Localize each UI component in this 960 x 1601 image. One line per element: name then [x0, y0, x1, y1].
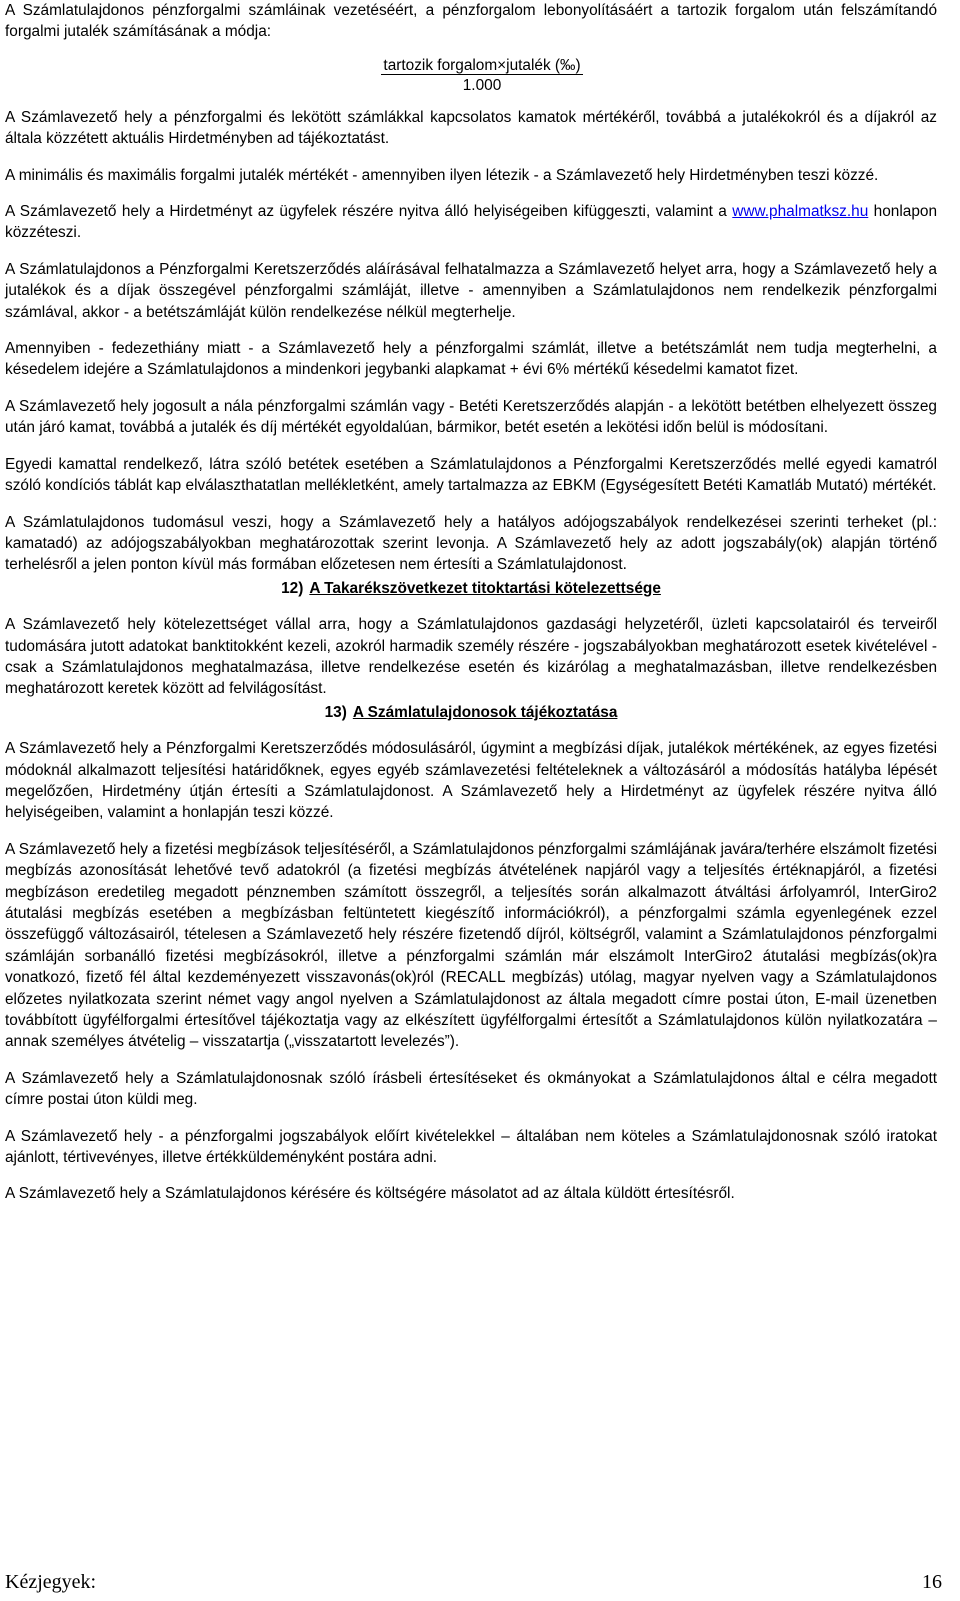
paragraph-copy-request: A Számlavezető hely a Számlatulajdonos kérésére és költségére másolatot ad az általa küldött értesítésről. [5, 1185, 735, 1203]
paragraph-bank-secrecy: A Számlavezető hely kötelezettséget vállal arra, hogy a Számlatulajdonos gazdasági helyzetéről, üzleti kapcsolatairól és terveiről tudomására jutott adatokat banktitokként kezeli, azokról harmadik személy részére - jogszabályokban meghatározott esetek kivételével - csak a Számlatulajdonos meghatalmazása, illetve rendelkezése esetén és kizárólag a meghatalmazásban, illetve rendelkezésben meghatározott keretek között ad felvilágosítást. [5, 616, 937, 698]
paragraph-payment-notification: A Számlavezető hely a fizetési megbízások teljesítéséről, a Számlatulajdonos pénzforgalmi számlájának javára/terhére elszámolt fizetési megbízás azonosítását lehetővé tevő adatokról (a fizetési megbízás átvételének napjáról vagy a teljesítés értéknapjáról, a fizetési megbízáson eredetileg megadott pénznemben számított összegről, a teljesítés során alkalmazott átváltási árfolyamról, InterGiro2 átutalási megbízás esetében a megbízásban feltüntetett kiegészítő információkról), a pénzforgalmi számla egyenlegének ezzel összefüggő változásairól, tételesen a Számlavezető hely részére fizetendő díjról, költségről, valamint a Számlatulajdonos pénzforgalmi számláján sorbanálló fizetési megbízásokról, illetve a pénzforgalmi számlán már elszámolt InterGiro2 átutalási megbízás(ok)ra vonatkozó, fizető fél által kezdeményezett visszavonás(ok)ról (RECALL megbízás) utólag, magyar nyelven vagy a Számlatulajdonos előzetes nyilatkozata szerint német vagy angol nyelven a Számlatulajdonost az általa megadott címre postai úton, E-mail üzenetben továbbított ügyfélforgalmi értesítővel tájékoztatja vagy az elkészített ügyfélforgalmi értesítőt a Számlatulajdonos külön nyilatkozatára – annak személyes átvételig – visszatartja („visszatartott levelezés”). [5, 840, 937, 1051]
paragraph-written-notices: A Számlavezető hely a Számlatulajdonosnak szóló írásbeli értesítéseket és okmányokat a Számlatulajdonos által e célra megadott címre postai úton küldi meg. [5, 1069, 937, 1109]
document-page [5, 0, 937, 1205]
paragraph-authorization: A Számlatulajdonos a Pénzforgalmi Keretszerződés aláírásával felhatalmazza a Számlavezető helyet arra, hogy a Számlavezető hely a jutalékok és a díjak összegével pénzforgalmi számláját, illetve - amennyiben a Számlatulajdonos nem rendelkezik pénzforgalmi számlával, akkor - a betétszámláját külön rendelkezése nélkül megterhelje. [5, 260, 937, 321]
formula-numerator: tartozik forgalom×jutalék (‰) [383, 56, 581, 74]
paragraph-individual-interest: Egyedi kamattal rendelkező, látra szóló betétek esetében a Számlatulajdonos a Pénzforgalmi Keretszerződés mellé egyedi kamatról szóló kondíciós táblát kap elválaszthatatlan mellékletként, amely tartalmazza az EBKM (Egységesített Betéti Kamatláb Mutató) mértékét. [5, 455, 937, 495]
paragraph-registered-mail: A Számlavezető hely - a pénzforgalmi jogszabályok előírt kivételekkel – általában nem köteles a Számlatulajdonosnak szóló iratokat ajánlott, tértivevényes, illetve értékküldeményként postára adni. [5, 1127, 937, 1167]
paragraph-tax-deduction: A Számlatulajdonos tudomásul veszi, hogy a Számlavezető hely a hatályos adójogszabályok rendelkezései szerinti terheket (pl.: kamatadó) az adójogszabályokban meghatározottak szerint levonja. A Számlavezető hely az adott jogszabály(ok) alapján történő terhelésről a jelen ponton kívül más formában előzetesen nem értesíti a Számlatulajdonost. [5, 513, 937, 574]
section-heading-13: 13) A Számlatulajdonosok tájékoztatása [324, 703, 618, 721]
website-link[interactable]: www.phalmatksz.hu [732, 203, 869, 221]
page-number: 16 [922, 1571, 942, 1593]
paragraph-contract-modification: A Számlavezető hely a Pénzforgalmi Keretszerződés módosulásáról, úgymint a megbízási díjak, jutalékok mértékének, az egyes fizetési módoknál alkalmazott teljesítési határidőknek, egyes egyéb számlavezetési feltételeknek a változásáról a módosítás hatályba lépését megelőzően, Hirdetmény útján értesíti a Számlatulajdonost. A Számlavezető hely a Hirdetményt az ügyfelek részére nyitva álló helyiségeiben, valamint a honlapján teszi közzé. [5, 740, 937, 822]
formula-denominator: 1.000 [462, 76, 502, 94]
paragraph-min-max-commission: A minimális és maximális forgalmi jutalék mértékét - amennyiben ilyen létezik - a Számlavezető hely Hirdetményben teszi közzé. [5, 166, 879, 184]
paragraph-rate-modification: A Számlavezető hely jogosult a nála pénzforgalmi számlán vagy - Betéti Keretszerződés alapján - a lekötött betétben elhelyezett összeg után járó kamat, továbbá a jutalék és díj mértékét egyoldalúan, bármikor, betét esetén a lekötési időn belül is módosítani. [5, 397, 937, 437]
paragraph-commission-method: A Számlatulajdonos pénzforgalmi számláinak vezetéséért, a pénzforgalom lebonyolításáért a tartozik forgalom után felszámítandó forgalmi jutalék számításának a módja: [5, 2, 937, 41]
initials-label: Kézjegyek: [5, 1571, 97, 1593]
section-heading-12: 12) A Takarékszövetkezet titoktartási kötelezettsége [281, 579, 661, 597]
commission-formula [5, 56, 937, 96]
paragraph-late-interest: Amennyiben - fedezethiány miatt - a Számlavezető hely a pénzforgalmi számlát, illetve a betétszámlát nem tudja megterhelni, a késedelem idejére a Számlatulajdonos a mindenkori jegybanki alapkamat + évi 6% mértékű késedelmi kamatot fizet. [5, 340, 937, 379]
paragraph-interest-info: A Számlavezető hely a pénzforgalmi és lekötött számlákkal kapcsolatos kamatok mértékéről, továbbá a jutalékokról és a díjakról az általa közzétett aktuális Hirdetményben ad tájékoztatást. [5, 108, 937, 148]
page-footer [5, 1571, 942, 1594]
paragraph-notice-publication: A Számlavezető hely a Hirdetményt az ügyfelek részére nyitva álló helyiségeiben kifüggeszti, valamint a www.phalmatksz.hu honlapon közzéteszi. [5, 203, 938, 242]
